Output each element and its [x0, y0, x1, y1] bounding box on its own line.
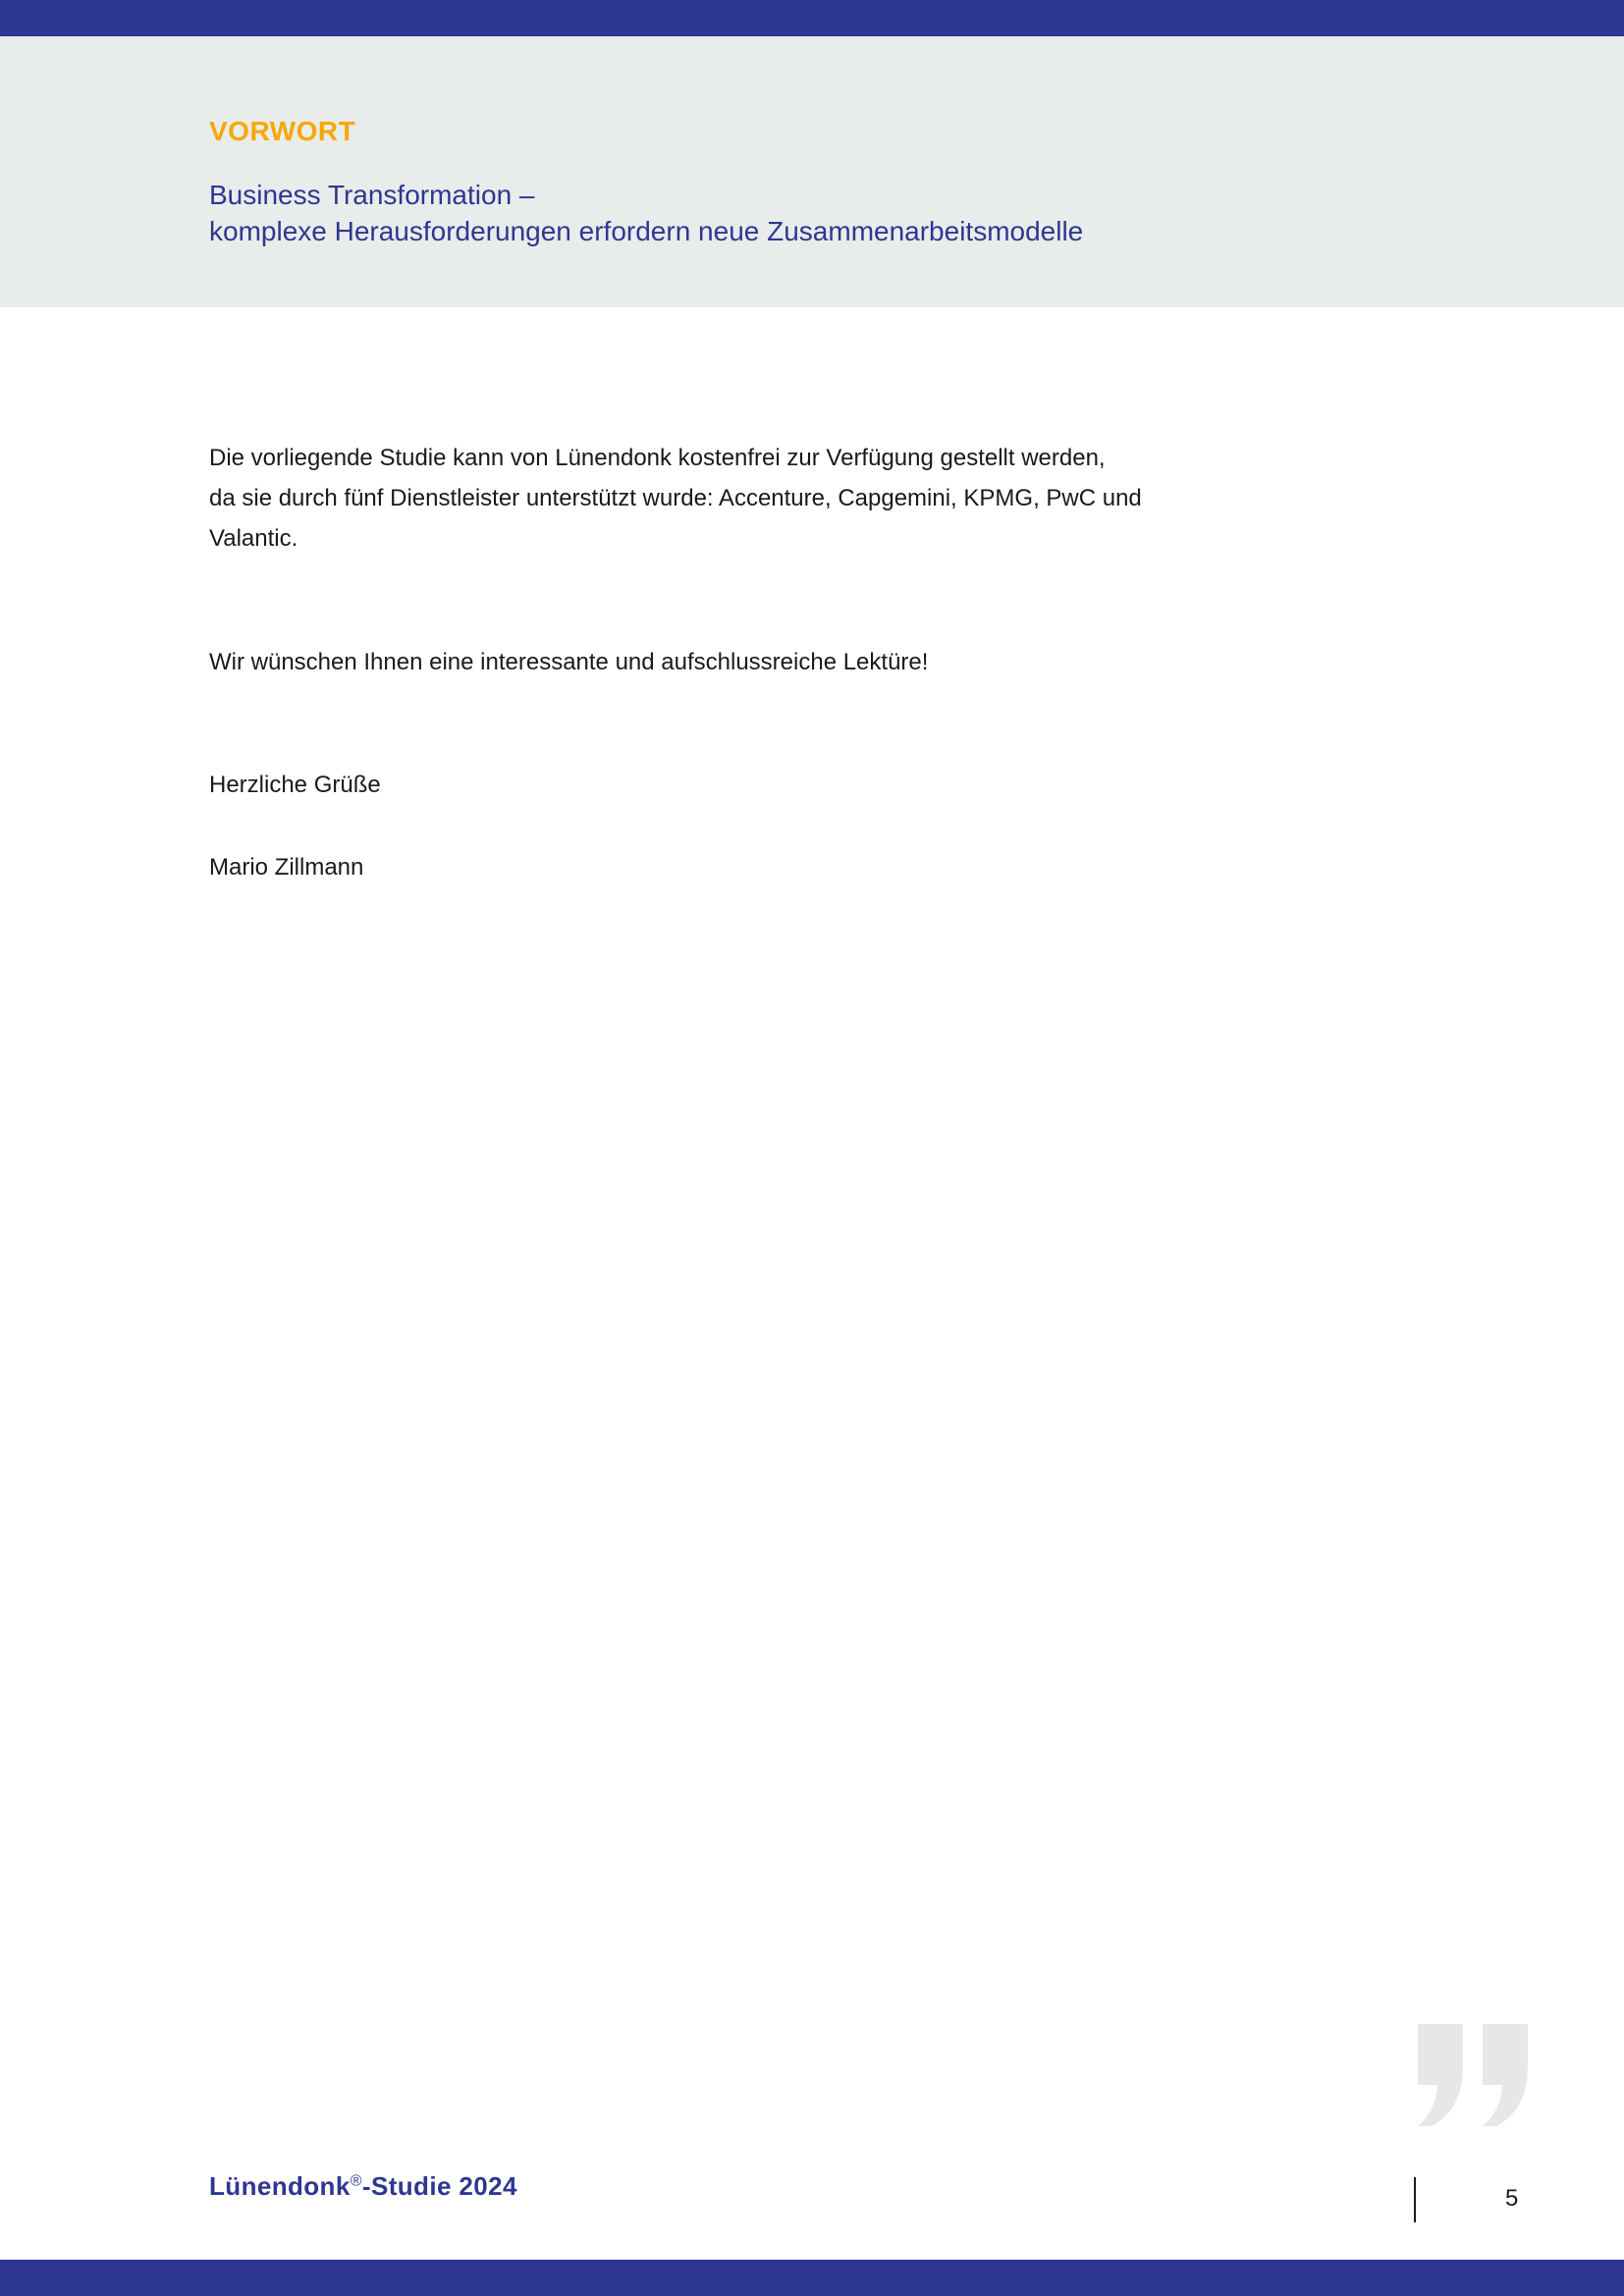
page-title: [209, 177, 1083, 249]
footer-study-label: -Studie 2024: [361, 2171, 517, 2201]
intro-paragraph-line-1: Die vorliegende Studie kann von Lünendonk kostenfrei zur Verfügung gestellt werden,: [209, 445, 1106, 471]
intro-paragraph-line-2: da sie durch fünf Dienstleister unterstützt wurde: Accenture, Capgemini, KPMG, PwC und: [209, 485, 1142, 511]
closing-paragraph: Wir wünschen Ihnen eine interessante und aufschlussreiche Lektüre!: [209, 649, 929, 675]
footer-divider: [1414, 2177, 1416, 2222]
page-title-line-2: komplexe Herausforderungen erfordern neue Zusammenarbeitsmodelle: [209, 216, 1084, 246]
page-number: 5: [1505, 2185, 1519, 2212]
intro-paragraph-line-3: Valantic.: [209, 525, 298, 552]
quotation-mark-icon: [1418, 2024, 1528, 2126]
signature-name: Mario Zillmann: [209, 854, 364, 881]
page-title-line-1: Business Transformation –: [209, 180, 535, 210]
section-label: VORWORT: [209, 116, 356, 146]
top-accent-bar: [0, 0, 1624, 36]
bottom-accent-bar: [0, 2260, 1624, 2296]
footer-brand: Lünendonk: [209, 2171, 351, 2201]
registered-mark: ®: [350, 2172, 362, 2190]
footer-study-title: [209, 2171, 517, 2202]
intro-paragraph: [209, 438, 1191, 559]
header-band: [0, 36, 1624, 307]
greeting: Herzliche Grüße: [209, 772, 381, 798]
